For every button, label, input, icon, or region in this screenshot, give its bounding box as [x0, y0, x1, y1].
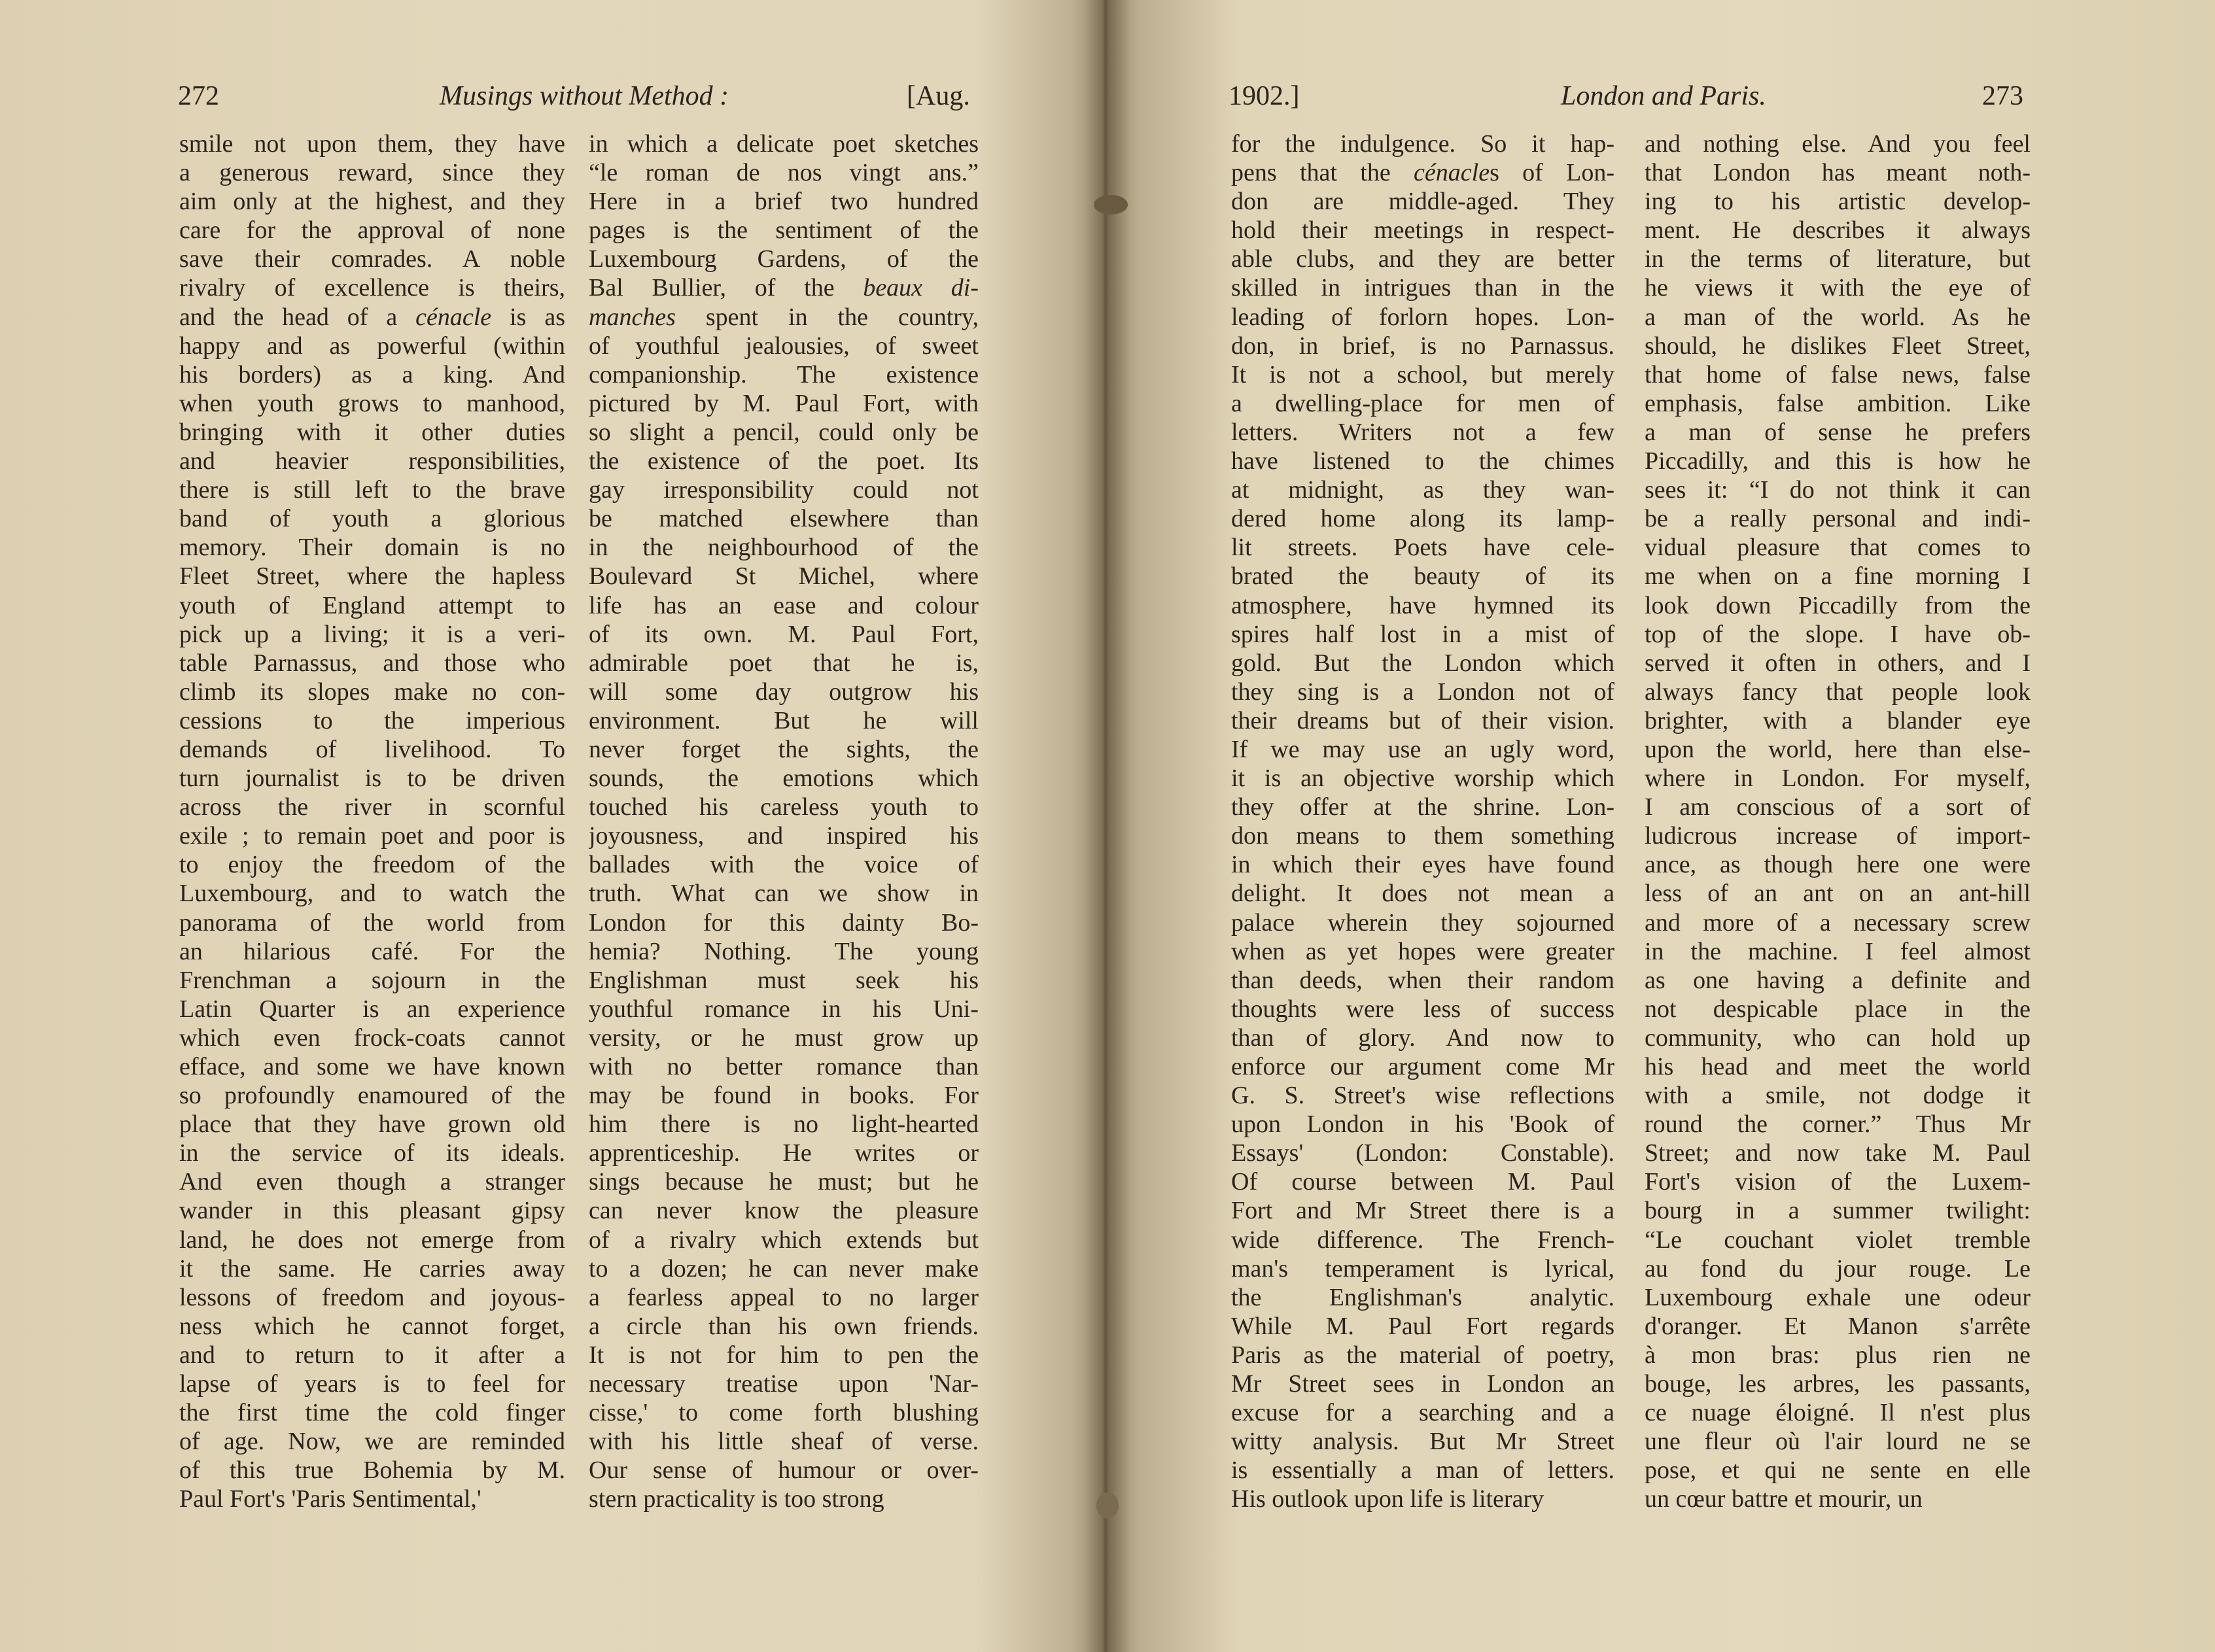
text-line: excuse for a searching and a [1231, 1399, 1614, 1427]
text-line: Bal Bullier, of the beaux di- [589, 274, 979, 302]
text-line: band of youth a glorious [179, 505, 565, 533]
text-line: atmosphere, have hymned its [1231, 591, 1614, 619]
text-line: spires half lost in a mist of [1231, 620, 1614, 648]
text-line: gay irresponsibility could not [589, 476, 979, 504]
text-line: in the service of its ideals. [179, 1139, 565, 1167]
text-line: a fearless appeal to no larger [589, 1283, 979, 1311]
text-line: hold their meetings in respect- [1231, 216, 1614, 245]
text-line: joyousness, and inspired his [589, 822, 979, 850]
text-line: Englishman must seek his [589, 966, 979, 994]
text-line: Fort and Mr Street there is a [1231, 1197, 1614, 1225]
text-line: pick up a living; it is a veri- [179, 620, 565, 648]
text-line: cessions to the imperious [179, 706, 565, 734]
text-line: Paris as the material of poetry, [1231, 1341, 1614, 1369]
text-line: hemia? Nothing. The young [589, 937, 979, 965]
text-line: and the head of a cénacle is as [179, 303, 565, 331]
text-line: upon the world, here than else- [1645, 735, 2031, 763]
text-line: him there is no light-hearted [589, 1110, 979, 1139]
text-line: necessary treatise upon 'Nar- [589, 1370, 979, 1398]
text-line: ludicrous increase of import- [1645, 822, 2031, 850]
text-line: table Parnassus, and those who [179, 649, 565, 677]
text-line: a man of sense he prefers [1645, 418, 2031, 446]
text-line: His outlook upon life is literary [1231, 1485, 1544, 1513]
text-line: able clubs, and they are better [1231, 245, 1614, 273]
text-column-2 [1645, 129, 2031, 1514]
text-line: Boulevard St Michel, where [589, 562, 979, 591]
text-line: place that they have grown old [179, 1110, 565, 1139]
text-line: don are middle-aged. They [1231, 188, 1614, 216]
text-line: when as yet hopes were greater [1231, 937, 1614, 965]
text-line: care for the approval of none [179, 216, 565, 245]
text-line: Luxembourg exhale une odeur [1645, 1283, 2031, 1311]
text-line: Frenchman a sojourn in the [179, 966, 565, 994]
running-header [1229, 73, 2033, 119]
text-line: ce nuage éloigné. Il n'est plus [1645, 1399, 2031, 1427]
text-line: that London has meant noth- [1645, 159, 2031, 187]
text-line: delight. It does not mean a [1231, 880, 1614, 908]
text-line: a circle than his own friends. [589, 1312, 979, 1340]
text-line: wide difference. The French- [1231, 1226, 1614, 1254]
text-line: me when on a fine morning I [1645, 562, 2031, 591]
text-line: that home of false news, false [1645, 360, 2031, 388]
text-line: will some day outgrow his [589, 678, 979, 706]
text-line: and nothing else. And you feel [1645, 130, 2031, 158]
text-line: Here in a brief two hundred [589, 188, 979, 216]
text-line: memory. Their domain is no [179, 534, 565, 562]
text-line: they sing is a London not of [1231, 678, 1614, 706]
text-line: manches spent in the country, [589, 303, 979, 331]
text-line: demands of livelihood. To [179, 735, 565, 763]
text-line: at midnight, as they wan- [1231, 476, 1614, 504]
text-line: lapse of years is to feel for [179, 1370, 565, 1398]
text-line: and more of a necessary screw [1645, 908, 2031, 937]
text-line: skilled in intrigues than in the [1231, 274, 1614, 302]
text-line: don, in brief, is no Parnassus. [1231, 332, 1614, 360]
text-line: in which their eyes have found [1231, 851, 1614, 879]
text-line: If we may use an ugly word, [1231, 735, 1614, 763]
text-line: happy and as powerful (within [179, 332, 565, 360]
text-line: youthful romance in his Uni- [589, 995, 979, 1023]
text-line: a man of the world. As he [1645, 303, 2031, 331]
text-line: can never know the pleasure [589, 1197, 979, 1225]
text-line: turn journalist is to be driven [179, 765, 565, 793]
text-line: exile ; to remain poet and poor is [179, 822, 565, 850]
text-line: enforce our argument come Mr [1231, 1053, 1614, 1080]
text-line: G. S. Street's wise reflections [1231, 1082, 1614, 1110]
text-line: which even frock-coats cannot [179, 1024, 565, 1052]
text-line: of youthful jealousies, of sweet [589, 332, 979, 360]
text-line: cisse,' to come forth blushing [589, 1399, 979, 1427]
running-title: Musings without Method : [440, 81, 729, 111]
text-line: across the river in scornful [179, 793, 565, 821]
text-line: the first time the cold finger [179, 1399, 565, 1427]
text-line: man's temperament is lyrical, [1231, 1254, 1614, 1282]
text-line: lessons of freedom and joyous- [179, 1283, 565, 1311]
text-line: pose, et qui ne sente en elle [1645, 1456, 2031, 1485]
text-line: always fancy that people look [1645, 678, 2031, 706]
text-line: in the machine. I feel almost [1645, 937, 2031, 965]
text-line: and heavier responsibilities, [179, 447, 565, 475]
text-line: admirable poet that he is, [589, 649, 979, 677]
text-line: emphasis, false ambition. Like [1645, 389, 2031, 417]
running-date: 1902.] [1229, 81, 1300, 111]
text-line: the existence of the poet. Its [589, 447, 979, 475]
text-line: save their comrades. A noble [179, 245, 565, 273]
text-line: touched his careless youth to [589, 793, 979, 821]
text-line: ballades with the voice of [589, 851, 979, 879]
text-line: pictured by M. Paul Fort, with [589, 389, 979, 417]
text-line: round the corner.” Thus Mr [1645, 1110, 2031, 1139]
running-date: [Aug. [907, 81, 970, 111]
text-line: than of glory. And now to [1231, 1024, 1614, 1052]
text-line: with no better romance than [589, 1053, 979, 1080]
text-line: his borders) as a king. And [179, 360, 565, 388]
text-line: While M. Paul Fort regards [1231, 1312, 1614, 1340]
text-line: it is an objective worship which [1231, 765, 1614, 793]
text-column-1 [1231, 129, 1614, 1514]
text-line: smile not upon them, they have [179, 130, 565, 158]
text-line: there is still left to the brave [179, 476, 565, 504]
text-line: letters. Writers not a few [1231, 418, 1614, 446]
text-line: than deeds, when their random [1231, 966, 1614, 994]
page-number: 272 [178, 81, 219, 111]
text-line: brated the beauty of its [1231, 562, 1614, 591]
text-line: I am conscious of a sort of [1645, 793, 2031, 821]
text-line: so profoundly enamoured of the [179, 1082, 565, 1110]
text-line: gold. But the London which [1231, 649, 1614, 677]
text-line: to a dozen; he can never make [589, 1254, 979, 1282]
text-line: Our sense of humour or over- [589, 1456, 979, 1485]
text-line: Fort's vision of the Luxem- [1645, 1168, 2031, 1196]
text-line: life has an ease and colour [589, 591, 979, 619]
text-line: in the terms of literature, but [1645, 245, 2031, 273]
text-line: au fond du jour rouge. Le [1645, 1254, 2031, 1282]
text-line: apprenticeship. He writes or [589, 1139, 979, 1167]
text-line: less of an ant on an ant-hill [1645, 880, 2031, 908]
text-line: to enjoy the freedom of the [179, 851, 565, 879]
text-line: It is not for him to pen the [589, 1341, 979, 1369]
text-line: wander in this pleasant gipsy [179, 1197, 565, 1225]
text-line: Essays' (London: Constable). [1231, 1139, 1614, 1167]
text-line: they offer at the shrine. Lon- [1231, 793, 1614, 821]
text-line: Luxembourg Gardens, of the [589, 245, 979, 273]
text-line: panorama of the world from [179, 908, 565, 937]
text-line: as one having a definite and [1645, 966, 2031, 994]
text-line: witty analysis. But Mr Street [1231, 1428, 1614, 1456]
text-line: he views it with the eye of [1645, 274, 2031, 302]
text-line: leading of forlorn hopes. Lon- [1231, 303, 1614, 331]
text-line: ment. He describes it always [1645, 216, 2031, 245]
text-line: the Englishman's analytic. [1231, 1283, 1614, 1311]
text-line: Paul Fort's 'Paris Sentimental,' [179, 1485, 481, 1513]
text-line: une fleur où l'air lourd ne se [1645, 1428, 2031, 1456]
text-line: land, he does not emerge from [179, 1226, 565, 1254]
text-line: be matched elsewhere than [589, 505, 979, 533]
text-line: “le roman de nos vingt ans.” [589, 159, 979, 187]
text-line: of this true Bohemia by M. [179, 1456, 565, 1485]
text-line: versity, or he must grow up [589, 1024, 979, 1052]
text-line: an hilarious café. For the [179, 937, 565, 965]
text-line: stern practicality is too strong [589, 1485, 884, 1513]
text-line: served it often in others, and I [1645, 649, 2031, 677]
text-line: pens that the cénacles of Lon- [1231, 159, 1614, 187]
text-line: a generous reward, since they [179, 159, 565, 187]
text-column-1 [179, 129, 565, 1514]
text-line: rivalry of excellence is theirs, [179, 274, 565, 302]
text-line: vidual pleasure that comes to [1645, 534, 2031, 562]
text-line: Latin Quarter is an experience [179, 995, 565, 1023]
text-line: ance, as though here one were [1645, 851, 2031, 879]
text-line: Street; and now take M. Paul [1645, 1139, 2031, 1167]
text-line: environment. But he will [589, 706, 979, 734]
text-line: thoughts were less of success [1231, 995, 1614, 1023]
text-line: Fleet Street, where the hapless [179, 562, 565, 591]
text-line: bringing with it other duties [179, 418, 565, 446]
text-line: should, he dislikes Fleet Street, [1645, 332, 2031, 360]
text-line: for the indulgence. So it hap- [1231, 130, 1614, 158]
text-line: sees it: “I do not think it can [1645, 476, 2031, 504]
text-line: à mon bras: plus rien ne [1645, 1341, 2031, 1369]
text-line: when youth grows to manhood, [179, 389, 565, 417]
text-line: brighter, with a blander eye [1645, 706, 2031, 734]
text-line: companionship. The existence [589, 360, 979, 388]
text-line: And even though a stranger [179, 1168, 565, 1196]
text-line: with a smile, not dodge it [1645, 1082, 2031, 1110]
text-line: Luxembourg, and to watch the [179, 880, 565, 908]
text-line: climb its slopes make no con- [179, 678, 565, 706]
text-line: his head and meet the world [1645, 1053, 2031, 1080]
text-line: top of the slope. I have ob- [1645, 620, 2031, 648]
text-line: community, who can hold up [1645, 1024, 2031, 1052]
running-title: London and Paris. [1561, 81, 1766, 111]
running-header [175, 73, 980, 119]
text-line: of its own. M. Paul Fort, [589, 620, 979, 648]
text-line: is essentially a man of letters. [1231, 1456, 1614, 1485]
left-page [0, 0, 1106, 1652]
text-line: lit streets. Poets have cele- [1231, 534, 1614, 562]
text-line: and to return to it after a [179, 1341, 565, 1369]
text-line: youth of England attempt to [179, 591, 565, 619]
text-line: Piccadilly, and this is how he [1645, 447, 2031, 475]
text-line: never forget the sights, the [589, 735, 979, 763]
text-line: efface, and some we have known [179, 1053, 565, 1080]
text-line: not despicable place in the [1645, 995, 2031, 1023]
text-line: in the neighbourhood of the [589, 534, 979, 562]
text-line: bourg in a summer twilight: [1645, 1197, 2031, 1225]
text-line: sings because he must; but he [589, 1168, 979, 1196]
text-column-2 [589, 129, 979, 1514]
text-line: “Le couchant violet tremble [1645, 1226, 2031, 1254]
page-number: 273 [1982, 81, 2023, 111]
text-line: aim only at the highest, and they [179, 188, 565, 216]
text-line: ing to his artistic develop- [1645, 188, 2031, 216]
text-line: be a really personal and indi- [1645, 505, 2031, 533]
text-line: sounds, the emotions which [589, 765, 979, 793]
text-line: pages is the sentiment of the [589, 216, 979, 245]
text-line: truth. What can we show in [589, 880, 979, 908]
text-line: don means to them something [1231, 822, 1614, 850]
text-line: look down Piccadilly from the [1645, 591, 2031, 619]
text-line: Mr Street sees in London an [1231, 1370, 1614, 1398]
text-line: have listened to the chimes [1231, 447, 1614, 475]
text-line: upon London in his 'Book of [1231, 1110, 1614, 1139]
right-page [1106, 0, 2215, 1652]
text-line: bouge, les arbres, les passants, [1645, 1370, 2031, 1398]
text-line: of a rivalry which extends but [589, 1226, 979, 1254]
text-line: London for this dainty Bo- [589, 908, 979, 937]
text-line: their dreams but of their vision. [1231, 706, 1614, 734]
text-line: un cœur battre et mourir, un [1645, 1485, 1923, 1513]
text-line: Of course between M. Paul [1231, 1168, 1614, 1196]
text-line: ness which he cannot forget, [179, 1312, 565, 1340]
text-line: so slight a pencil, could only be [589, 418, 979, 446]
text-line: it the same. He carries away [179, 1254, 565, 1282]
text-line: may be found in books. For [589, 1082, 979, 1110]
text-line: dered home along its lamp- [1231, 505, 1614, 533]
text-line: of age. Now, we are reminded [179, 1428, 565, 1456]
text-line: where in London. For myself, [1645, 765, 2031, 793]
text-line: It is not a school, but merely [1231, 360, 1614, 388]
text-line: d'oranger. Et Manon s'arrête [1645, 1312, 2031, 1340]
text-line: in which a delicate poet sketches [589, 130, 979, 158]
text-line: with his little sheaf of verse. [589, 1428, 979, 1456]
text-line: a dwelling-place for men of [1231, 389, 1614, 417]
text-line: palace wherein they sojourned [1231, 908, 1614, 937]
